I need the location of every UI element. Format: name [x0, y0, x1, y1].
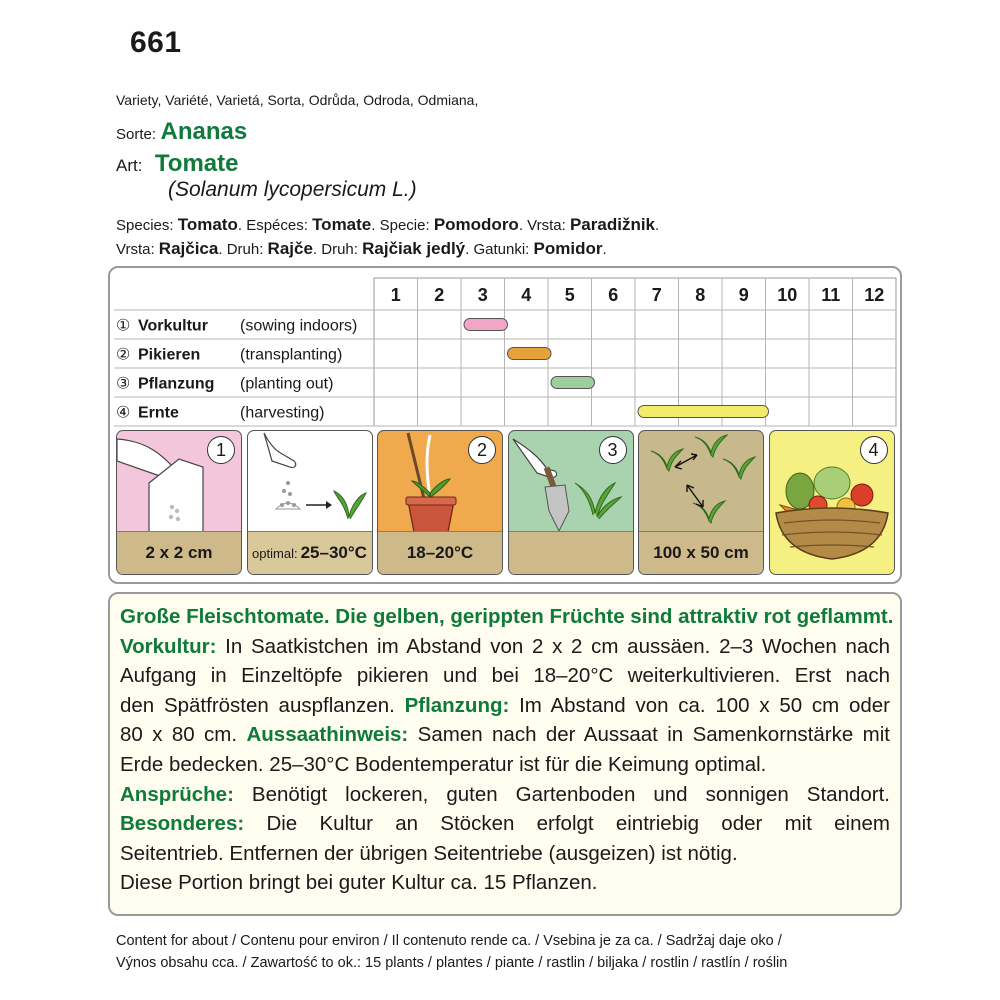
- description-line: [120, 780, 890, 810]
- species-value: Paradižnik: [569, 215, 656, 234]
- phase-english: (harvesting): [240, 404, 325, 422]
- section-heading: Ansprüche:: [120, 782, 234, 806]
- pictogram-caption: 100 x 50 cm: [653, 543, 749, 562]
- phase-name: Pflanzung: [138, 375, 215, 393]
- pictogram-ground: [639, 531, 763, 574]
- species-value: Tomate: [312, 215, 372, 234]
- latin-name: (Solanum lycopersicum L.): [168, 178, 417, 201]
- description-text-segment: Diese Portion bringt bei guter Kultur ca. 15 Pflanzen.: [120, 871, 598, 895]
- pictogram-card: [377, 430, 503, 575]
- month-label: 9: [738, 285, 749, 305]
- pictogram-ground: [378, 531, 502, 574]
- pictogram-ground: [509, 531, 633, 574]
- step-number-badge: 2: [468, 436, 496, 464]
- description-line: [120, 809, 890, 839]
- species-line-1: Species: Tomato. Espéces: Tomate. Specie: Pomodoro. Vrsta: Paradižnik.: [116, 215, 660, 234]
- description-line: [120, 661, 890, 691]
- month-label: 5: [564, 285, 575, 305]
- pictogram-card: [508, 430, 634, 575]
- description-text-segment: Die Kultur an Stöcken erfolgt eintriebig oder mit einem: [244, 812, 890, 836]
- pictogram-caption-prefix: optimal:: [252, 545, 298, 561]
- sorte-row: [116, 118, 247, 146]
- variety-label: Variety, Variété, Varietá, Sorta, Odrůda, Odroda, Odmiana,: [116, 92, 479, 108]
- step-number-badge: 4: [860, 436, 888, 464]
- seed-to-seedling-icon: [248, 431, 372, 537]
- month-label: 1: [390, 285, 401, 305]
- description-title: Große Fleischtomate. Die gelben, gerippten Früchte sind attraktiv rot geflammt.: [120, 605, 894, 628]
- species-line-2: Vrsta: Rajčica. Druh: Rajče. Druh: Rajčiak jedlý. Gatunki: Pomidor.: [116, 239, 607, 258]
- sorte-label: Sorte:: [116, 126, 157, 143]
- step-number-badge: 3: [599, 436, 627, 464]
- phase-name: Ernte: [138, 404, 179, 422]
- species-label: Specie:: [379, 217, 430, 234]
- species-value: Rajče: [267, 239, 313, 258]
- phase-bar: [638, 406, 769, 418]
- description-text-segment: Erde bedecken. 25–30°C Bodentemperatur ist für die Keimung optimal.: [120, 752, 767, 776]
- description-text-segment: den Spätfrösten auspflanzen.: [120, 693, 405, 717]
- description-text-segment: Aufgang in Einzeltöpfe pikieren und bei 18–20°C weiterkultivieren. Erst nach: [120, 664, 890, 688]
- footer-line-2: Výnos obsahu cca. / Zawartość to ok.: 15 plants / plantes / piante / rastlin / biljaka / rostlin / rastlín / roślin: [116, 955, 788, 971]
- phase-name: Vorkultur: [138, 317, 208, 335]
- month-label: 6: [608, 285, 619, 305]
- species-value: Pomidor: [533, 239, 603, 258]
- phase-english: (sowing indoors): [240, 317, 358, 335]
- species-label: Espéces:: [246, 217, 308, 234]
- plant-spacing-icon: [639, 431, 763, 537]
- art-row: [116, 150, 238, 178]
- pictogram-caption: 25–30°C: [300, 543, 367, 562]
- art-label: Art:: [116, 156, 143, 175]
- section-heading: Besonderes:: [120, 812, 245, 836]
- description-line: [120, 750, 890, 780]
- species-label: Druh:: [226, 241, 264, 258]
- pictogram-card: [769, 430, 895, 575]
- species-label: Vrsta:: [116, 241, 155, 258]
- section-heading: Pflanzung:: [404, 693, 510, 717]
- sowing-calendar: [110, 268, 900, 428]
- phase-bar: [464, 319, 508, 331]
- description-line: [120, 868, 890, 898]
- month-label: 8: [695, 285, 706, 305]
- month-label: 2: [434, 285, 445, 305]
- phase-number-icon: ②: [116, 346, 131, 364]
- pictogram-caption: 18–20°C: [406, 543, 474, 562]
- description-text-segment: 80 x 80 cm.: [120, 723, 247, 747]
- sowing-calendar-panel: [108, 266, 902, 584]
- description-line: [120, 839, 890, 869]
- description-text-segment: Samen nach der Aussaat in Samenkornstärke mit: [408, 723, 890, 747]
- description-text-segment: Seitentrieb. Entfernen der übrigen Seitentriebe (ausgeizen) ist nötig.: [120, 841, 738, 865]
- phase-number-icon: ③: [116, 375, 131, 393]
- species-name: Tomate: [154, 150, 239, 177]
- species-value: Tomato: [177, 215, 238, 234]
- pictogram-card: [116, 430, 242, 575]
- species-label: Druh:: [321, 241, 358, 258]
- step-number-badge: 1: [207, 436, 235, 464]
- description-text-segment: In Saatkistchen im Abstand von 2 x 2 cm aussäen. 2–3 Wochen nach: [216, 634, 890, 658]
- description-line: [120, 720, 890, 750]
- month-label: 11: [821, 285, 841, 305]
- description-text-segment: Im Abstand von ca. 100 x 50 cm oder: [509, 693, 890, 717]
- phase-number-icon: ④: [116, 404, 131, 422]
- description-line: [120, 632, 890, 662]
- phase-name: Pikieren: [138, 346, 201, 364]
- description-text: [120, 602, 894, 898]
- species-value: Pomodoro: [433, 215, 519, 234]
- species-value: Rajčiak jedlý: [362, 239, 466, 258]
- pictogram-ground: [117, 531, 241, 574]
- phase-bar: [508, 348, 552, 360]
- phase-english: (transplanting): [240, 346, 343, 364]
- pictogram-card: [247, 430, 373, 575]
- species-label: Vrsta:: [527, 217, 566, 234]
- section-heading: Vorkultur:: [120, 634, 217, 658]
- description-line: [120, 691, 890, 721]
- pictogram-ground: [248, 531, 372, 574]
- variety-name: Ananas: [160, 118, 248, 145]
- footer-line-1: Content for about / Contenu pour environ / Il contenuto rende ca. / Vsebina je za ca. / Sadržaj daje oko /: [116, 933, 782, 949]
- pictogram-card: [638, 430, 764, 575]
- month-label: 3: [477, 285, 488, 305]
- product-code: 661: [130, 26, 182, 59]
- month-label: 4: [521, 285, 532, 305]
- species-value: Rajčica: [158, 239, 219, 258]
- species-label: Species:: [116, 217, 174, 234]
- month-label: 12: [864, 285, 885, 305]
- phase-bar: [551, 377, 595, 389]
- section-heading: Aussaathinweis:: [246, 723, 409, 747]
- description-box: [108, 592, 902, 916]
- month-label: 10: [777, 285, 798, 305]
- description-text-segment: Benötigt lockeren, guten Gartenboden und sonnigen Standort.: [233, 782, 890, 806]
- species-label: Gatunki:: [473, 241, 530, 258]
- phase-number-icon: ①: [116, 317, 131, 335]
- phase-english: (planting out): [240, 375, 334, 393]
- pictogram-caption: 2 x 2 cm: [145, 543, 213, 562]
- month-label: 7: [651, 285, 662, 305]
